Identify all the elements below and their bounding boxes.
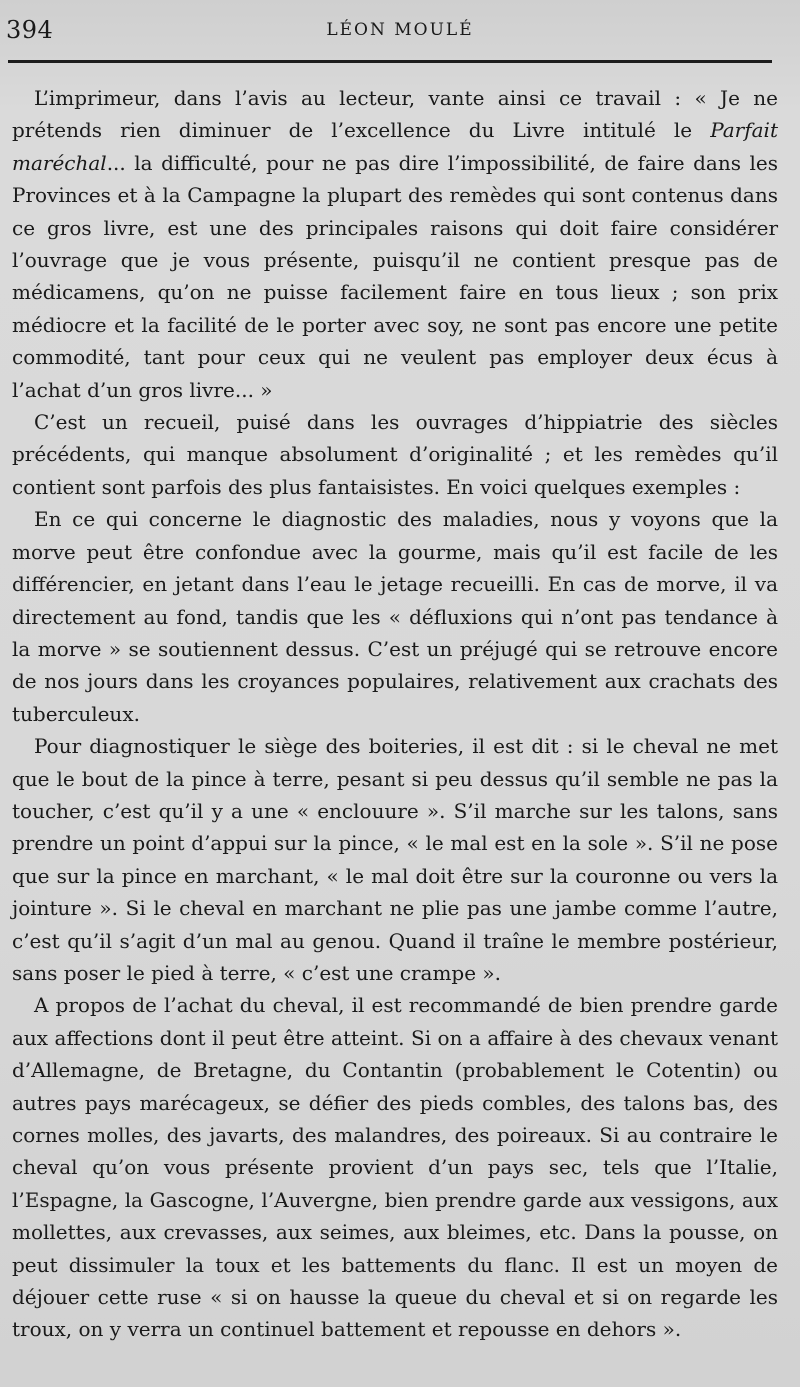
body-text xyxy=(12,82,778,1346)
header-rule xyxy=(8,60,772,63)
paragraph-text: ... la difficulté, pour ne pas dire l’impossibilité, de faire dans les Provinces et à la Campagne la plupart des remèdes qui sont contenus dans ce gros livre, est une des principales raisons qui doit faire considérer l’ouvrage que je vous présente, puisqu’il ne contient presque pas de médicamens, qu’on ne puisse facilement faire en tous lieux ; son prix médiocre et la facilité de le porter avec soy, ne sont pas encore une petite commodité, tant pour ceux qui ne veulent pas employer deux écus à l’achat d’un gros livre... » xyxy=(12,150,778,402)
running-head: LÉON MOULÉ xyxy=(326,20,474,40)
paragraph xyxy=(12,82,778,406)
italic-book-title: Parfait maréchal xyxy=(12,118,778,175)
paragraph-text: L’imprimeur, dans l’avis au lecteur, vante ainsi ce travail : « Je ne prétends rien diminuer de l’excellence du Livre intitulé le xyxy=(12,86,778,143)
paragraph: En ce qui concerne le diagnostic des maladies, nous y voyons que la morve peut être confondue avec la gourme, mais qu’il est facile de les différencier, en jetant dans l’eau le jetage recueilli. En cas de morve, il va directement au fond, tandis que les « défluxions qui n’ont pas tendance à la morve » se soutiennent dessus. C’est un préjugé qui se retrouve encore de nos jours dans les croyances populaires, relativement aux crachats des tuberculeux. xyxy=(12,507,778,726)
page-header xyxy=(0,14,800,44)
paragraph: C’est un recueil, puisé dans les ouvrages d’hippiatrie des siècles précédents, qui manque absolument d’originalité ; et les remèdes qu’il contient sont parfois des plus fantaisistes. En voici quelques exemples : xyxy=(12,410,778,499)
paragraph: Pour diagnostiquer le siège des boiteries, il est dit : si le cheval ne met que le bout de la pince à terre, pesant si peu dessus qu’il semble ne pas la toucher, c’est qu’il y a une « enclouure ». S’il marche sur les talons, sans prendre un point d’appui sur la pince, « le mal est en la sole ». S’il ne pose que sur la pince en marchant, « le mal doit être sur la couronne ou vers la jointure ». Si le cheval en marchant ne plie pas une jambe comme l’autre, c’est qu’il s’agit d’un mal au genou. Quand il traîne le membre postérieur, sans poser le pied à terre, « c’est une crampe ». xyxy=(12,734,778,985)
page-number: 394 xyxy=(6,16,54,44)
paragraph: A propos de l’achat du cheval, il est recommandé de bien prendre garde aux affections dont il peut être atteint. Si on a affaire à des chevaux venant d’Allemagne, de Bretagne, du Contantin (probablement le Cotentin) ou autres pays marécageux, se défier des pieds combles, des talons bas, des cornes molles, des javarts, des malandres, des poireaux. Si au contraire le cheval qu’on vous présente provient d’un pays sec, tels que l’Italie, l’Espagne, la Gascogne, l’Auvergne, bien prendre garde aux vessigons, aux mollettes, aux crevasses, aux seimes, aux bleimes, etc. Dans la pousse, on peut dissimuler la toux et les battements du flanc. Il est un moyen de déjouer cette ruse « si on hausse la queue du cheval et si on regarde les troux, on y verra un continuel battement et repousse en dehors ». xyxy=(12,993,778,1342)
